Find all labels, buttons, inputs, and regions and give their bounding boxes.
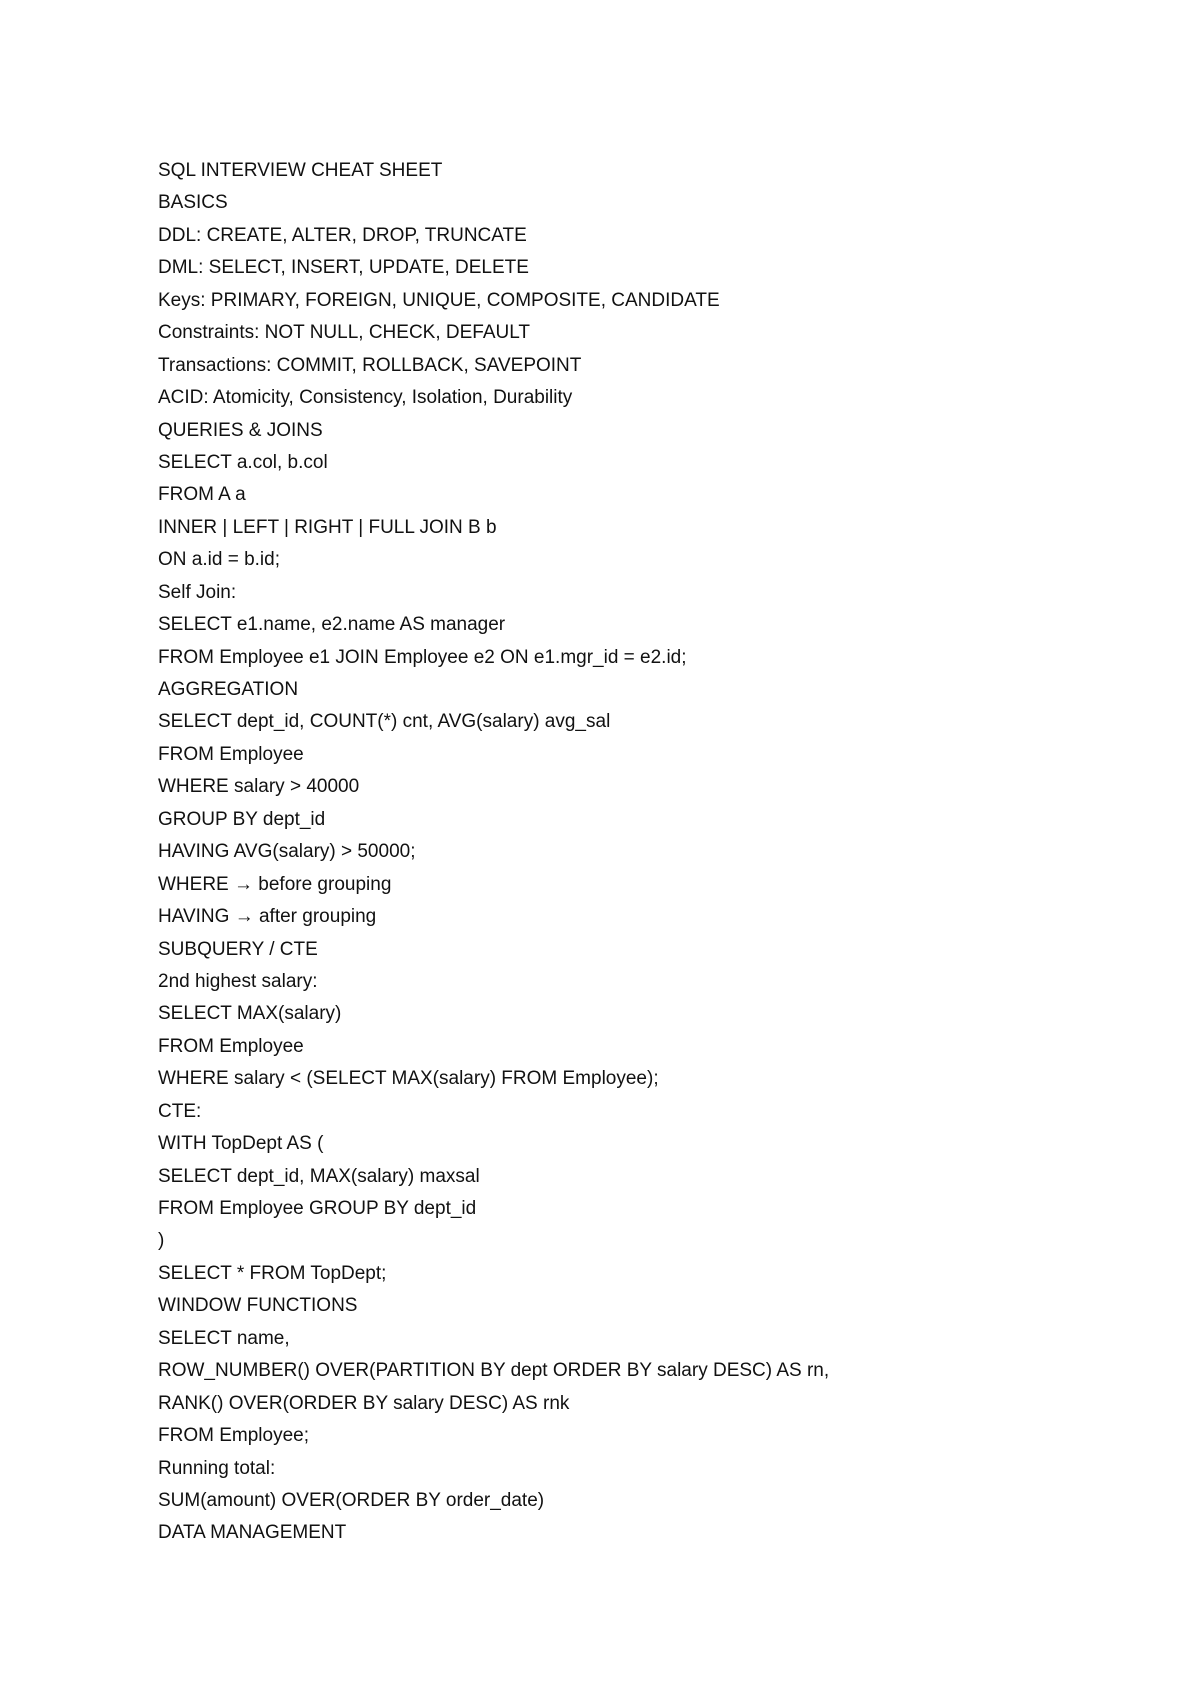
code-line: ) bbox=[158, 1230, 165, 1252]
text-line: HAVING → after grouping bbox=[158, 906, 377, 928]
text-line: Transactions: COMMIT, ROLLBACK, SAVEPOINT bbox=[158, 354, 582, 376]
text-line: WHERE → before grouping bbox=[158, 873, 392, 895]
text-line: 2nd highest salary: bbox=[158, 970, 318, 992]
code-line: SELECT dept_id, COUNT(*) cnt, AVG(salary) avg_sal bbox=[158, 711, 611, 733]
code-line: SELECT a.col, b.col bbox=[158, 451, 328, 473]
code-line: SELECT dept_id, MAX(salary) maxsal bbox=[158, 1165, 480, 1187]
text-line: ACID: Atomicity, Consistency, Isolation, Durability bbox=[158, 387, 573, 409]
section-heading-subquery-cte: SUBQUERY / CTE bbox=[158, 938, 318, 960]
code-line: SELECT MAX(salary) bbox=[158, 1003, 342, 1025]
code-line: SELECT e1.name, e2.name AS manager bbox=[158, 614, 506, 636]
code-line: RANK() OVER(ORDER BY salary DESC) AS rnk bbox=[158, 1392, 570, 1414]
text-line: CTE: bbox=[158, 1100, 202, 1122]
document-title: SQL INTERVIEW CHEAT SHEET bbox=[158, 160, 443, 181]
text-line: DDL: CREATE, ALTER, DROP, TRUNCATE bbox=[158, 224, 527, 246]
code-line: FROM Employee bbox=[158, 743, 304, 765]
text-line: DML: SELECT, INSERT, UPDATE, DELETE bbox=[158, 257, 529, 279]
code-line: SELECT name, bbox=[158, 1327, 290, 1349]
text-line: Running total: bbox=[158, 1457, 276, 1479]
code-line: SUM(amount) OVER(ORDER BY order_date) bbox=[158, 1489, 545, 1511]
code-line: ON a.id = b.id; bbox=[158, 549, 280, 571]
code-line: HAVING AVG(salary) > 50000; bbox=[158, 841, 416, 863]
code-line: FROM Employee GROUP BY dept_id bbox=[158, 1198, 477, 1219]
text-line: Constraints: NOT NULL, CHECK, DEFAULT bbox=[158, 322, 531, 344]
code-line: INNER | LEFT | RIGHT | FULL JOIN B b bbox=[158, 516, 497, 538]
code-line: FROM Employee e1 JOIN Employee e2 ON e1.mgr_id = e2.id; bbox=[158, 646, 687, 668]
section-heading-data-management: DATA MANAGEMENT bbox=[158, 1522, 347, 1544]
text-line: Self Join: bbox=[158, 581, 237, 603]
code-line: SELECT * FROM TopDept; bbox=[158, 1262, 387, 1284]
document-body bbox=[158, 155, 829, 1550]
code-line: WHERE salary > 40000 bbox=[158, 776, 360, 798]
code-line: FROM Employee bbox=[158, 1035, 304, 1057]
section-heading-queries-joins: QUERIES & JOINS bbox=[158, 419, 323, 441]
code-line: FROM Employee; bbox=[158, 1425, 309, 1447]
section-heading-aggregation: AGGREGATION bbox=[158, 679, 299, 700]
section-heading-window-functions: WINDOW FUNCTIONS bbox=[158, 1295, 358, 1317]
section-heading-basics: BASICS bbox=[158, 192, 228, 214]
text-line: Keys: PRIMARY, FOREIGN, UNIQUE, COMPOSITE, CANDIDATE bbox=[158, 289, 720, 311]
code-line: GROUP BY dept_id bbox=[158, 808, 326, 830]
code-line: FROM A a bbox=[158, 484, 246, 506]
code-line: WITH TopDept AS ( bbox=[158, 1133, 324, 1155]
code-line: WHERE salary < (SELECT MAX(salary) FROM Employee); bbox=[158, 1068, 659, 1090]
code-line: ROW_NUMBER() OVER(PARTITION BY dept ORDER BY salary DESC) AS rn, bbox=[158, 1360, 830, 1382]
